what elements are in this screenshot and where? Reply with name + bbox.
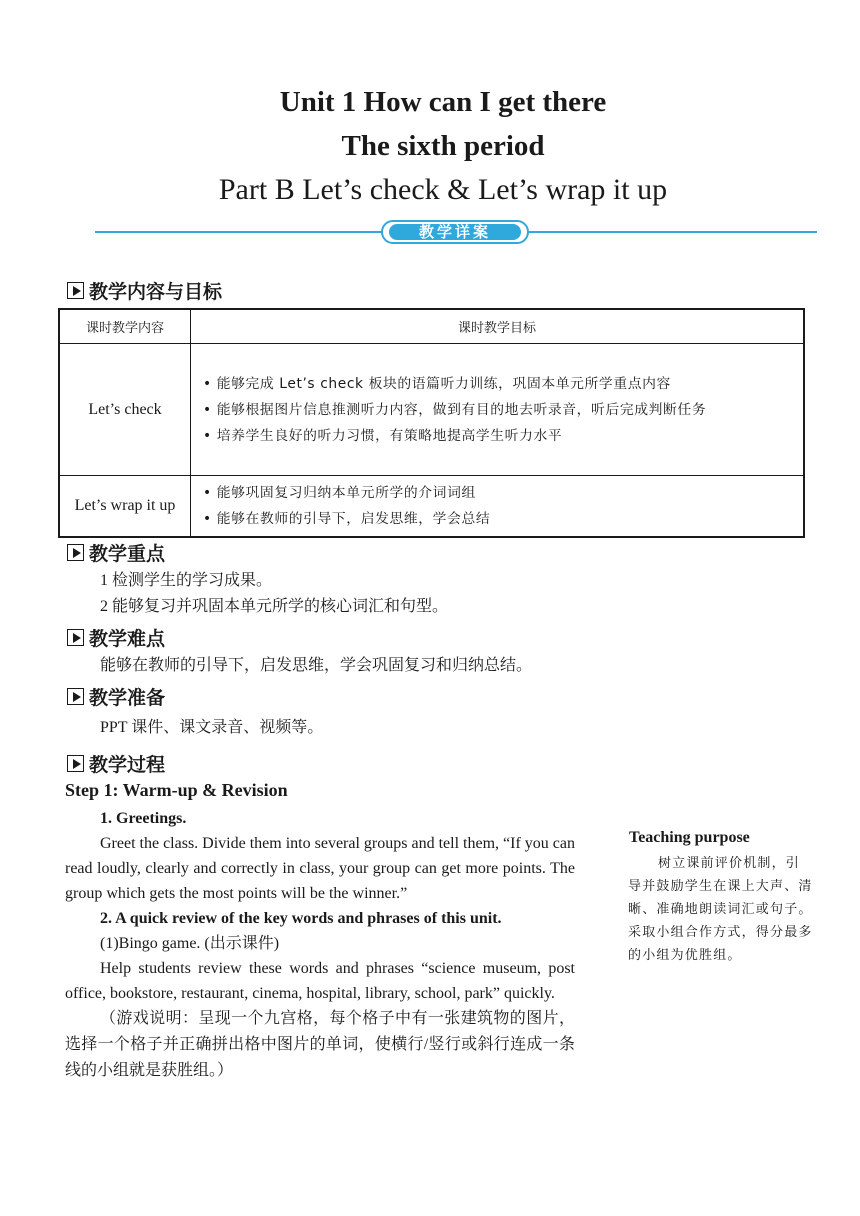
game-note: （游戏说明：呈现一个九宫格，每个格子中有一张建筑物的图片，选择一个格子并正确拼出格中图片的单词，使横行/竖行或斜行连成一条线的小组就是获胜组。） (65, 1010, 575, 1079)
goal-list (191, 371, 803, 449)
unit-title: Unit 1 How can I get there (279, 86, 607, 118)
section-heading-label: 教学内容与目标 (89, 281, 223, 303)
section-heading-label: 教学重点 (89, 543, 166, 565)
play-marker-icon (67, 688, 84, 705)
table-cell-goals (191, 476, 805, 537)
item-title: 1. Greetings. (100, 810, 187, 827)
table-header-row (59, 309, 804, 344)
section-heading-process (67, 750, 165, 777)
difficulties-text: 能够在教师的引导下，启发思维，学会巩固复习和归纳总结。 (100, 657, 533, 674)
banner-line-right (525, 231, 817, 233)
step-title: Step 1: Warm-up & Revision (65, 780, 288, 800)
table-cell-content: Let’s check (59, 344, 191, 476)
sidebar-text: 树立课前评价机制，引导并鼓励学生在课上大声、清晰、准确地朗读词汇或句子。采取小组合作方式，得分最多的小组为优胜组。 (628, 856, 813, 963)
item-paragraph: (1)Bingo game. (出示课件) (100, 935, 280, 952)
table-header-cell: 课时教学内容 (59, 309, 191, 344)
section-heading-label: 教学准备 (89, 687, 166, 709)
section-heading-preparation (67, 683, 165, 710)
table-header-cell: 课时教学目标 (191, 309, 805, 344)
item-paragraph: Help students review these words and phrases “science museum, post office, bookstore, restaurant, cinema, hospital, library, school, park” quickly. (65, 960, 575, 1002)
process-body (65, 806, 575, 1084)
section-heading-key-points (67, 539, 165, 566)
sidebar-title: Teaching purpose (629, 829, 750, 846)
play-marker-icon (67, 755, 84, 772)
play-marker-icon (67, 544, 84, 561)
table-cell-content: Let’s wrap it up (59, 476, 191, 537)
play-marker-icon (67, 629, 84, 646)
list-item: • 能够完成 Let’s check 板块的语篇听力训练，巩固本单元所学重点内容 (203, 371, 803, 397)
list-item: • 能够巩固复习归纳本单元所学的介词词组 (203, 480, 803, 506)
teaching-plan-badge (381, 220, 529, 244)
table-row (59, 344, 804, 476)
table-cell-goals (191, 344, 805, 476)
key-point-1: 1 检测学生的学习成果。 (100, 572, 273, 589)
list-item: • 能够根据图片信息推测听力内容，做到有目的地去听录音，听后完成判断任务 (203, 397, 803, 423)
badge-label: 教学详案 (389, 224, 521, 240)
key-point-2: 2 能够复习并巩固本单元所学的核心词汇和句型。 (100, 598, 449, 615)
section-heading-label: 教学难点 (89, 628, 166, 650)
play-marker-icon (67, 282, 84, 299)
section-heading-label: 教学过程 (89, 754, 166, 776)
item-title: 2. A quick review of the key words and phrases of this unit. (100, 910, 502, 927)
item-paragraph: Greet the class. Divide them into several groups and tell them, “If you can read loudly, clearly and correctly in class, your group can get more points. The group which gets the most points will be the winner.” (65, 835, 575, 902)
banner-line-left (95, 231, 385, 233)
section-heading-content-goals (67, 277, 222, 304)
table-row (59, 476, 804, 537)
goals-table (58, 308, 805, 538)
goal-list (191, 480, 803, 532)
part-subtitle: Part B Let’s check & Let’s wrap it up (218, 173, 668, 206)
section-banner (95, 218, 817, 246)
section-heading-difficulties (67, 624, 165, 651)
list-item: • 培养学生良好的听力习惯，有策略地提高学生听力水平 (203, 423, 803, 449)
period-title: The sixth period (341, 130, 545, 162)
list-item: • 能够在教师的引导下，启发思维，学会总结 (203, 506, 803, 532)
preparation-text: PPT 课件、课文录音、视频等。 (100, 719, 324, 736)
